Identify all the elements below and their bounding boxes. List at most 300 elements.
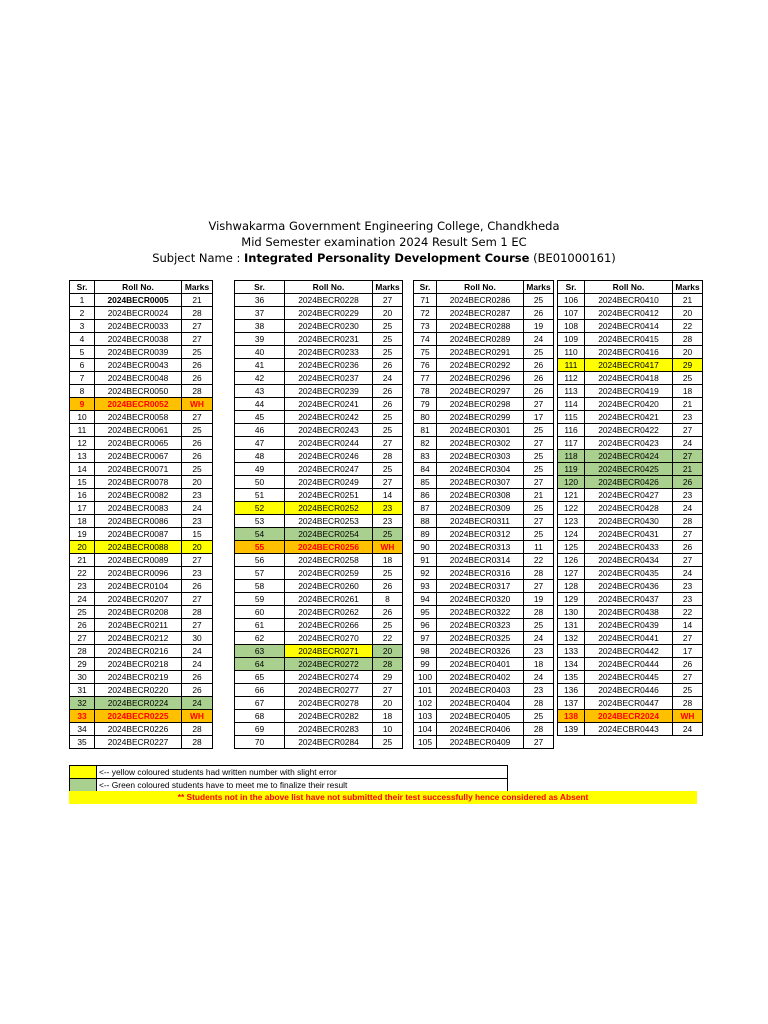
table-row xyxy=(414,645,554,658)
table-row xyxy=(558,515,703,528)
table-row xyxy=(235,333,403,346)
marks-cell: 26 xyxy=(373,398,403,411)
table-row xyxy=(414,489,554,502)
table-row xyxy=(235,346,403,359)
roll-no-cell: 2024BECR0291 xyxy=(437,346,524,359)
table-row xyxy=(235,372,403,385)
table-row xyxy=(558,372,703,385)
header-sr: Sr. xyxy=(558,281,585,294)
roll-no-cell: 2024BECR0311 xyxy=(437,515,524,528)
table-row xyxy=(235,710,403,723)
table-row xyxy=(558,554,703,567)
table-row xyxy=(558,463,703,476)
roll-no-cell: 2024BECR0236 xyxy=(285,359,373,372)
roll-no-cell: 2024BECR0419 xyxy=(585,385,673,398)
table-row xyxy=(414,723,554,736)
marks-cell: 21 xyxy=(673,463,703,476)
sr-cell: 15 xyxy=(70,476,95,489)
marks-cell: 24 xyxy=(182,697,213,710)
table-row xyxy=(414,593,554,606)
marks-cell: 23 xyxy=(373,515,403,528)
sr-cell: 116 xyxy=(558,424,585,437)
sr-cell: 84 xyxy=(414,463,437,476)
roll-no-cell: 2024BECR0261 xyxy=(285,593,373,606)
roll-no-cell: 2024BECR0207 xyxy=(95,593,182,606)
sr-cell: 2 xyxy=(70,307,95,320)
roll-no-cell: 2024BECR0325 xyxy=(437,632,524,645)
sr-cell: 25 xyxy=(70,606,95,619)
sr-cell: 136 xyxy=(558,684,585,697)
marks-cell: 27 xyxy=(524,398,554,411)
table-row xyxy=(70,580,213,593)
roll-no-cell: 2024BECR0445 xyxy=(585,671,673,684)
sr-cell: 39 xyxy=(235,333,285,346)
sr-cell: 74 xyxy=(414,333,437,346)
table-row xyxy=(235,502,403,515)
marks-cell: 25 xyxy=(373,463,403,476)
marks-cell: 19 xyxy=(524,320,554,333)
marks-cell: 18 xyxy=(373,710,403,723)
sr-cell: 98 xyxy=(414,645,437,658)
roll-no-cell: 2024BECR0256 xyxy=(285,541,373,554)
roll-no-cell: 2024BECR0303 xyxy=(437,450,524,463)
subject-name: Integrated Personality Development Course xyxy=(243,251,530,265)
table-row xyxy=(235,645,403,658)
sr-cell: 135 xyxy=(558,671,585,684)
sr-cell: 102 xyxy=(414,697,437,710)
sr-cell: 77 xyxy=(414,372,437,385)
roll-no-cell: 2024BECR0024 xyxy=(95,307,182,320)
roll-no-cell: 2024BECR0061 xyxy=(95,424,182,437)
sr-cell: 35 xyxy=(70,736,95,749)
roll-no-cell: 2024BECR0253 xyxy=(285,515,373,528)
legend-row-green xyxy=(70,779,508,792)
table-row xyxy=(70,424,213,437)
table-row xyxy=(70,541,213,554)
marks-cell: 25 xyxy=(182,463,213,476)
roll-no-cell: 2024BECR0425 xyxy=(585,463,673,476)
sr-cell: 34 xyxy=(70,723,95,736)
sr-cell: 51 xyxy=(235,489,285,502)
sr-cell: 83 xyxy=(414,450,437,463)
table-row xyxy=(70,385,213,398)
roll-no-cell: 2024BECR0212 xyxy=(95,632,182,645)
sr-cell: 52 xyxy=(235,502,285,515)
table-row xyxy=(70,684,213,697)
sr-cell: 112 xyxy=(558,372,585,385)
marks-cell: 27 xyxy=(524,437,554,450)
marks-cell: 27 xyxy=(673,632,703,645)
roll-no-cell: 2024BECR0225 xyxy=(95,710,182,723)
marks-cell: 23 xyxy=(673,411,703,424)
marks-cell: 25 xyxy=(673,372,703,385)
sr-cell: 18 xyxy=(70,515,95,528)
table-row xyxy=(558,398,703,411)
sr-cell: 96 xyxy=(414,619,437,632)
table-row xyxy=(414,411,554,424)
sr-cell: 11 xyxy=(70,424,95,437)
marks-cell: 25 xyxy=(373,333,403,346)
marks-cell: 20 xyxy=(182,476,213,489)
roll-no-cell: 2024BECR0231 xyxy=(285,333,373,346)
table-row xyxy=(558,528,703,541)
marks-cell: 25 xyxy=(373,320,403,333)
sr-cell: 131 xyxy=(558,619,585,632)
table-row xyxy=(70,632,213,645)
marks-cell: 25 xyxy=(373,736,403,749)
marks-cell: 18 xyxy=(373,554,403,567)
marks-cell: 25 xyxy=(524,710,554,723)
marks-cell: 25 xyxy=(182,346,213,359)
sr-cell: 70 xyxy=(235,736,285,749)
marks-cell: 26 xyxy=(182,684,213,697)
sr-cell: 91 xyxy=(414,554,437,567)
sr-cell: 53 xyxy=(235,515,285,528)
table-row xyxy=(414,385,554,398)
sr-cell: 9 xyxy=(70,398,95,411)
roll-no-cell: 2024BECR0270 xyxy=(285,632,373,645)
sr-cell: 126 xyxy=(558,554,585,567)
roll-no-cell: 2024BECR0428 xyxy=(585,502,673,515)
sr-cell: 72 xyxy=(414,307,437,320)
marks-cell: 20 xyxy=(673,307,703,320)
roll-no-cell: 2024BECR0241 xyxy=(285,398,373,411)
marks-cell: WH xyxy=(373,541,403,554)
roll-no-cell: 2024BECR0228 xyxy=(285,294,373,307)
header-marks: Marks xyxy=(673,281,703,294)
roll-no-cell: 2024BECR0312 xyxy=(437,528,524,541)
table-row xyxy=(558,606,703,619)
table-row xyxy=(235,385,403,398)
roll-no-cell: 2024BECR0216 xyxy=(95,645,182,658)
roll-no-cell: 2024BECR0427 xyxy=(585,489,673,502)
table-row xyxy=(558,346,703,359)
marks-cell: 26 xyxy=(182,437,213,450)
sr-cell: 31 xyxy=(70,684,95,697)
marks-cell: 27 xyxy=(673,671,703,684)
table-row xyxy=(414,450,554,463)
marks-cell: 23 xyxy=(182,567,213,580)
sr-cell: 73 xyxy=(414,320,437,333)
sr-cell: 110 xyxy=(558,346,585,359)
legend-yellow-text: <-- yellow coloured students had written number with slight error xyxy=(97,766,508,779)
roll-no-cell: 2024BECR0246 xyxy=(285,450,373,463)
roll-no-cell: 2024BECR0083 xyxy=(95,502,182,515)
sr-cell: 38 xyxy=(235,320,285,333)
roll-no-cell: 2024BECR0405 xyxy=(437,710,524,723)
roll-no-cell: 2024BECR0410 xyxy=(585,294,673,307)
marks-cell: 30 xyxy=(182,632,213,645)
table-row xyxy=(414,372,554,385)
marks-cell: 27 xyxy=(182,593,213,606)
sr-cell: 56 xyxy=(235,554,285,567)
table-row xyxy=(235,424,403,437)
sr-cell: 114 xyxy=(558,398,585,411)
table-row xyxy=(558,710,703,723)
roll-no-cell: 2024BECR0436 xyxy=(585,580,673,593)
table-row xyxy=(558,437,703,450)
sr-cell: 13 xyxy=(70,450,95,463)
roll-no-cell: 2024BECR0441 xyxy=(585,632,673,645)
roll-no-cell: 2024BECR0239 xyxy=(285,385,373,398)
sr-cell: 1 xyxy=(70,294,95,307)
roll-no-cell: 2024BECR0050 xyxy=(95,385,182,398)
header-marks: Marks xyxy=(524,281,554,294)
marks-cell: 27 xyxy=(673,424,703,437)
sr-cell: 134 xyxy=(558,658,585,671)
table-row xyxy=(558,476,703,489)
subject-code: (BE01000161) xyxy=(529,251,616,265)
table-row xyxy=(414,684,554,697)
table-row xyxy=(70,489,213,502)
table-row xyxy=(558,580,703,593)
marks-cell: 26 xyxy=(524,307,554,320)
marks-cell: 29 xyxy=(373,671,403,684)
table-row xyxy=(558,632,703,645)
marks-cell: 28 xyxy=(524,723,554,736)
marks-cell: 26 xyxy=(182,671,213,684)
roll-no-cell: 2024BECR0211 xyxy=(95,619,182,632)
table-row xyxy=(414,294,554,307)
marks-cell: 23 xyxy=(673,593,703,606)
sr-cell: 58 xyxy=(235,580,285,593)
table-row xyxy=(414,307,554,320)
roll-no-cell: 2024BECR0259 xyxy=(285,567,373,580)
roll-no-cell: 2024BECR0286 xyxy=(437,294,524,307)
marks-cell: WH xyxy=(673,710,703,723)
table-row xyxy=(235,632,403,645)
marks-cell: 24 xyxy=(673,723,703,736)
sr-cell: 76 xyxy=(414,359,437,372)
table-row xyxy=(70,398,213,411)
sr-cell: 66 xyxy=(235,684,285,697)
marks-cell: 26 xyxy=(373,606,403,619)
marks-cell: 20 xyxy=(182,541,213,554)
roll-no-cell: 2024BECR0433 xyxy=(585,541,673,554)
table-row xyxy=(70,476,213,489)
table-row xyxy=(70,697,213,710)
marks-cell: 28 xyxy=(182,606,213,619)
sr-cell: 4 xyxy=(70,333,95,346)
table-row xyxy=(414,320,554,333)
sr-cell: 12 xyxy=(70,437,95,450)
marks-cell: 27 xyxy=(182,619,213,632)
table-row xyxy=(70,294,213,307)
sr-cell: 48 xyxy=(235,450,285,463)
sr-cell: 68 xyxy=(235,710,285,723)
roll-no-cell: 2024BECR0227 xyxy=(95,736,182,749)
marks-cell: 26 xyxy=(182,359,213,372)
sr-cell: 69 xyxy=(235,723,285,736)
sr-cell: 16 xyxy=(70,489,95,502)
table-row xyxy=(414,671,554,684)
table-row xyxy=(235,437,403,450)
sr-cell: 3 xyxy=(70,320,95,333)
marks-cell: 27 xyxy=(673,450,703,463)
table-row xyxy=(70,463,213,476)
header-row xyxy=(235,281,403,294)
roll-no-cell: 2024BECR0422 xyxy=(585,424,673,437)
roll-no-cell: 2024BECR0439 xyxy=(585,619,673,632)
roll-no-cell: 2024BECR0414 xyxy=(585,320,673,333)
roll-no-cell: 2024BECR0282 xyxy=(285,710,373,723)
sr-cell: 132 xyxy=(558,632,585,645)
roll-no-cell: 2024BECR0266 xyxy=(285,619,373,632)
header-marks: Marks xyxy=(373,281,403,294)
sr-cell: 93 xyxy=(414,580,437,593)
marks-cell: 28 xyxy=(182,736,213,749)
marks-cell: 25 xyxy=(373,567,403,580)
marks-cell: 24 xyxy=(182,502,213,515)
table-row xyxy=(235,554,403,567)
roll-no-cell: 2024BECR0272 xyxy=(285,658,373,671)
table-row xyxy=(558,593,703,606)
roll-no-cell: 2024BECR0242 xyxy=(285,411,373,424)
roll-no-cell: 2024BECR0302 xyxy=(437,437,524,450)
roll-no-cell: 2024BECR0412 xyxy=(585,307,673,320)
sr-cell: 130 xyxy=(558,606,585,619)
roll-no-cell: 2024BECR0249 xyxy=(285,476,373,489)
marks-cell: 28 xyxy=(182,385,213,398)
roll-no-cell: 2024BECR0243 xyxy=(285,424,373,437)
table-row xyxy=(70,333,213,346)
roll-no-cell: 2024BECR0298 xyxy=(437,398,524,411)
roll-no-cell: 2024BECR0289 xyxy=(437,333,524,346)
marks-cell: 26 xyxy=(673,541,703,554)
roll-no-cell: 2024BECR0218 xyxy=(95,658,182,671)
roll-no-cell: 2024BECR0224 xyxy=(95,697,182,710)
roll-no-cell: 2024BECR0277 xyxy=(285,684,373,697)
sr-cell: 41 xyxy=(235,359,285,372)
roll-no-cell: 2024BECR0260 xyxy=(285,580,373,593)
roll-no-cell: 2024BECR0288 xyxy=(437,320,524,333)
roll-no-cell: 2024BECR0313 xyxy=(437,541,524,554)
sr-cell: 108 xyxy=(558,320,585,333)
roll-no-cell: 2024BECR0089 xyxy=(95,554,182,567)
sr-cell: 125 xyxy=(558,541,585,554)
marks-cell: 27 xyxy=(673,554,703,567)
roll-no-cell: 2024BECR0287 xyxy=(437,307,524,320)
sr-cell: 111 xyxy=(558,359,585,372)
table-row xyxy=(235,619,403,632)
table-row xyxy=(558,359,703,372)
roll-no-cell: 2024ECBR0443 xyxy=(585,723,673,736)
header-sr: Sr. xyxy=(414,281,437,294)
result-table-1 xyxy=(69,280,213,749)
sr-cell: 63 xyxy=(235,645,285,658)
roll-no-cell: 2024BECR0283 xyxy=(285,723,373,736)
sr-cell: 29 xyxy=(70,658,95,671)
sr-cell: 23 xyxy=(70,580,95,593)
legend-row-yellow xyxy=(70,766,508,779)
sr-cell: 106 xyxy=(558,294,585,307)
table-row xyxy=(414,710,554,723)
marks-cell: 27 xyxy=(373,684,403,697)
table-row xyxy=(558,658,703,671)
marks-cell: 28 xyxy=(373,658,403,671)
sr-cell: 42 xyxy=(235,372,285,385)
sr-cell: 94 xyxy=(414,593,437,606)
table-row xyxy=(414,476,554,489)
sr-cell: 85 xyxy=(414,476,437,489)
roll-no-cell: 2024BECR0430 xyxy=(585,515,673,528)
roll-no-cell: 2024BECR0086 xyxy=(95,515,182,528)
marks-cell: 26 xyxy=(373,580,403,593)
roll-no-cell: 2024BECR0271 xyxy=(285,645,373,658)
table-row xyxy=(235,528,403,541)
marks-cell: 26 xyxy=(673,476,703,489)
marks-cell: 15 xyxy=(182,528,213,541)
table-row xyxy=(414,437,554,450)
table-row xyxy=(235,515,403,528)
roll-no-cell: 2024BECR0065 xyxy=(95,437,182,450)
roll-no-cell: 2024BECR0415 xyxy=(585,333,673,346)
marks-cell: 25 xyxy=(373,619,403,632)
marks-cell: 26 xyxy=(182,580,213,593)
roll-no-cell: 2024BECR0226 xyxy=(95,723,182,736)
marks-cell: 25 xyxy=(524,346,554,359)
sr-cell: 78 xyxy=(414,385,437,398)
sr-cell: 57 xyxy=(235,567,285,580)
marks-cell: 25 xyxy=(524,424,554,437)
roll-no-cell: 2024BECR0220 xyxy=(95,684,182,697)
sr-cell: 28 xyxy=(70,645,95,658)
sr-cell: 89 xyxy=(414,528,437,541)
roll-no-cell: 2024BECR0426 xyxy=(585,476,673,489)
marks-cell: 22 xyxy=(524,554,554,567)
marks-cell: 28 xyxy=(673,697,703,710)
roll-no-cell: 2024BECR0446 xyxy=(585,684,673,697)
roll-no-cell: 2024BECR0304 xyxy=(437,463,524,476)
sr-cell: 109 xyxy=(558,333,585,346)
roll-no-cell: 2024BECR0316 xyxy=(437,567,524,580)
sr-cell: 67 xyxy=(235,697,285,710)
table-row xyxy=(414,333,554,346)
marks-cell: 25 xyxy=(524,619,554,632)
table-row xyxy=(235,476,403,489)
marks-cell: 28 xyxy=(524,606,554,619)
roll-no-cell: 2024BECR0278 xyxy=(285,697,373,710)
sr-cell: 17 xyxy=(70,502,95,515)
sr-cell: 5 xyxy=(70,346,95,359)
sr-cell: 46 xyxy=(235,424,285,437)
roll-no-cell: 2024BECR0296 xyxy=(437,372,524,385)
sr-cell: 82 xyxy=(414,437,437,450)
roll-no-cell: 2024BECR0309 xyxy=(437,502,524,515)
marks-cell: 23 xyxy=(673,580,703,593)
roll-no-cell: 2024BECR0317 xyxy=(437,580,524,593)
table-row xyxy=(235,697,403,710)
marks-cell: 27 xyxy=(182,333,213,346)
sr-cell: 122 xyxy=(558,502,585,515)
roll-no-cell: 2024BECR0052 xyxy=(95,398,182,411)
table-row xyxy=(70,671,213,684)
sr-cell: 92 xyxy=(414,567,437,580)
sr-cell: 14 xyxy=(70,463,95,476)
roll-no-cell: 2024BECR0401 xyxy=(437,658,524,671)
header-row xyxy=(414,281,554,294)
table-row xyxy=(558,489,703,502)
sr-cell: 49 xyxy=(235,463,285,476)
marks-cell: 24 xyxy=(524,632,554,645)
table-row xyxy=(70,450,213,463)
table-row xyxy=(70,528,213,541)
marks-cell: 24 xyxy=(673,567,703,580)
table-row xyxy=(414,658,554,671)
sr-cell: 129 xyxy=(558,593,585,606)
table-row xyxy=(558,645,703,658)
marks-cell: 18 xyxy=(673,385,703,398)
